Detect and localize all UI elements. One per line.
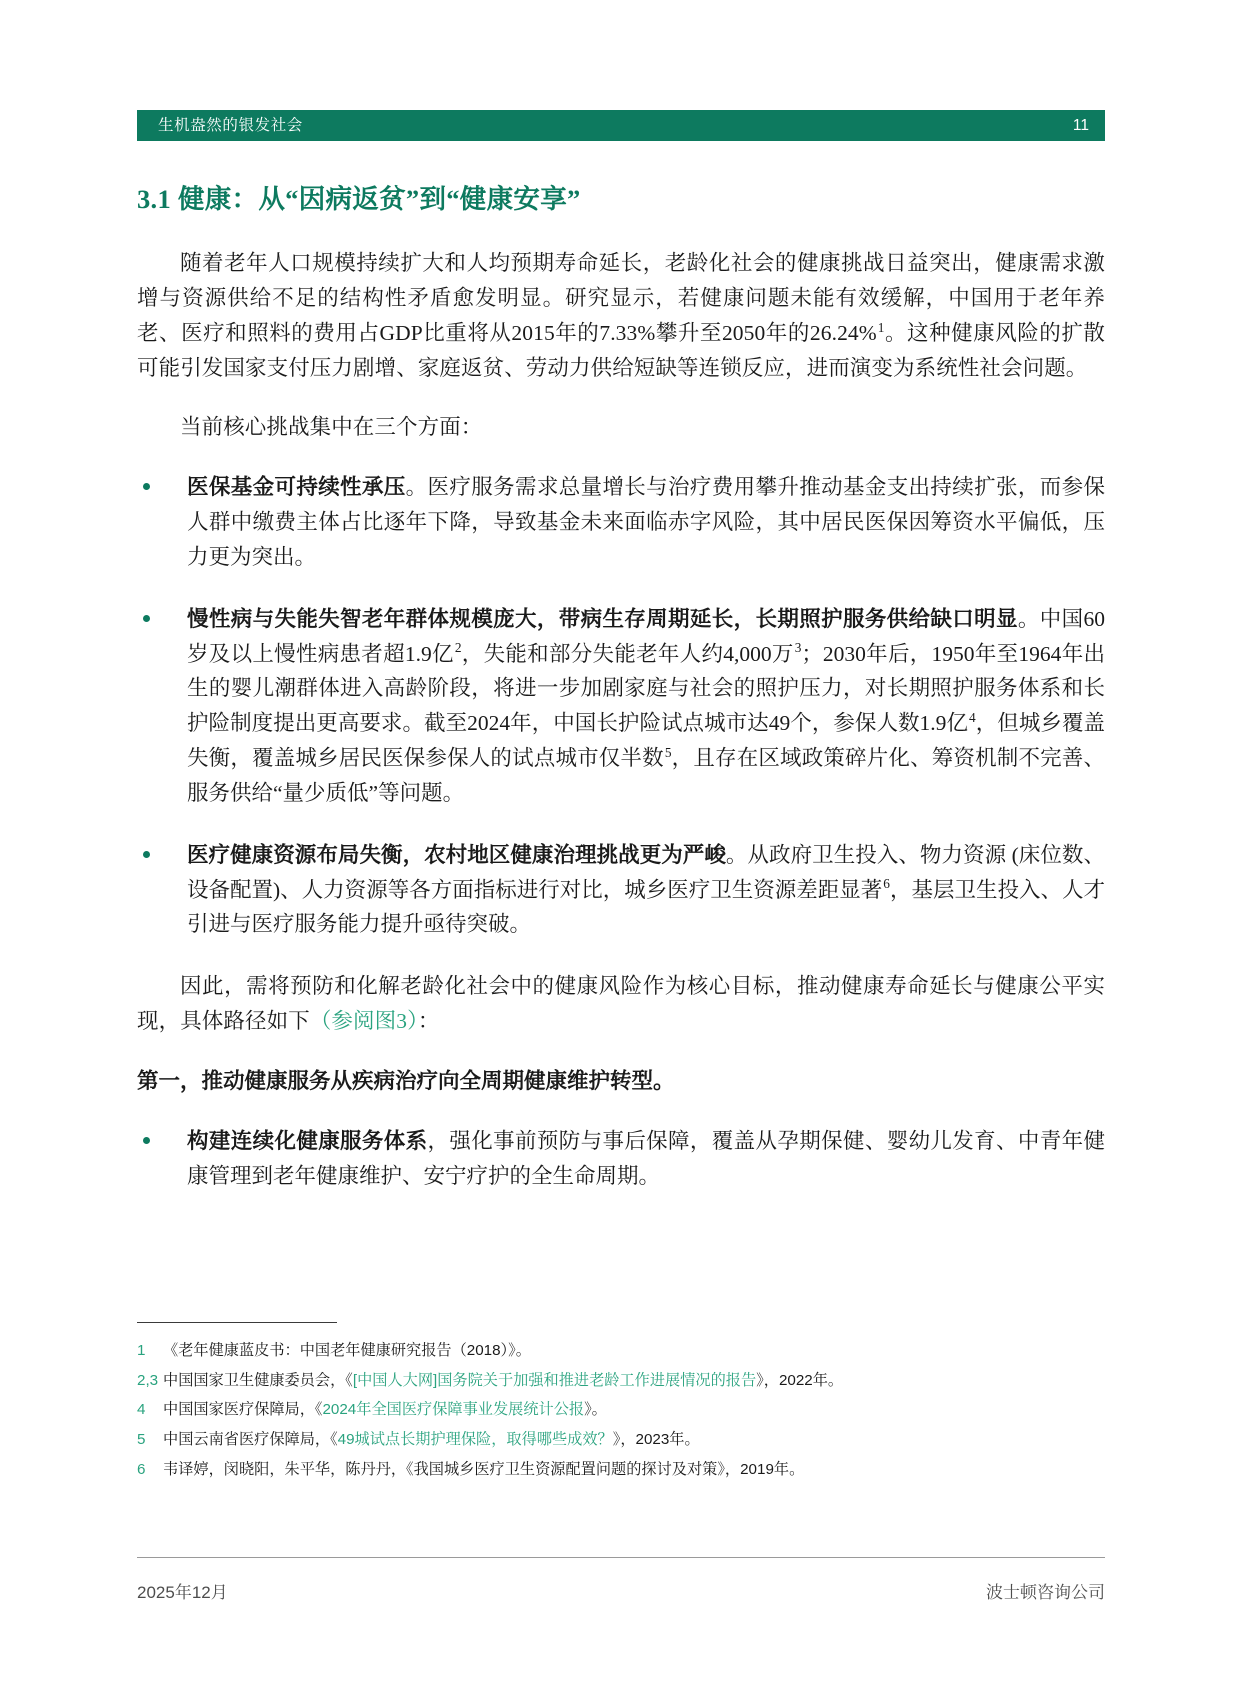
footnote-4-link[interactable]: 49城试点长期护理保险，取得哪些成效？	[337, 1430, 613, 1448]
challenge-1-lead: 医保基金可持续性承压	[187, 475, 406, 500]
footnote-row-5	[137, 1455, 1105, 1485]
page-content	[137, 183, 1105, 1220]
footnote-ref-5[interactable]: 5	[664, 744, 672, 760]
footnote-divider	[137, 1322, 337, 1323]
footnote-2-pre: 中国国家卫生健康委员会，《	[163, 1371, 353, 1389]
footnote-ref-1[interactable]: 1	[877, 319, 885, 335]
footnote-number-3: 4	[137, 1401, 146, 1419]
footnote-text-3	[163, 1395, 1105, 1425]
footnote-row-1	[137, 1336, 1105, 1366]
footnote-number-4: 5	[137, 1430, 146, 1448]
first-path-bullet-1-lead: 构建连续化健康服务体系	[187, 1128, 428, 1153]
challenge-2-body-e: ，且存在区域政策碎片化、筹资机制不完善、服务供给“量少质低”等问题。	[187, 746, 1105, 805]
footnote-ref-6[interactable]: 6	[883, 876, 890, 892]
intro-text-part2: 。这种健康风险的扩散可能引发国家支付压力剧增、家庭返贫、劳动力供给短缺等连锁反应，进而演变为系统性社会问题。	[137, 320, 1105, 380]
footnote-ref-4[interactable]: 4	[969, 710, 976, 726]
challenge-2-lead: 慢性病与失能失智老年群体规模庞大，带病生存周期延长，长期照护服务供给缺口明显	[187, 606, 1018, 631]
footer-company: 波士顿咨询公司	[986, 1583, 1105, 1602]
footnote-3-pre: 中国国家医疗保障局，《	[163, 1401, 323, 1419]
footer-divider	[137, 1557, 1105, 1558]
challenge-2-body-c: ；2030年后，1950年至1964年出生的婴儿潮群体进入高龄阶段，将进一步加剧家庭与社会的照护压力，对长期照护服务体系和长护险制度提出更高要求。截至2024年，中国长护险试点城市达49个，参保人数1.9亿	[187, 641, 1105, 736]
challenge-3-lead: 医疗健康资源布局失衡，农村地区健康治理挑战更为严峻	[187, 842, 726, 867]
footnote-2-post: 》，2022年。	[756, 1371, 844, 1389]
challenge-3-body-b: ，基层卫生投入、人才引进与医疗服务能力提升亟待突破。	[187, 877, 1105, 937]
footnote-text-2	[163, 1366, 1105, 1396]
conclusion-part1: 因此，需将预防和化解老龄化社会中的健康风险作为核心目标，推动健康寿命延长与健康公平实现，具体路径如下	[137, 974, 1105, 1034]
footnote-number-2: 2,3	[137, 1371, 159, 1389]
footnote-row-4	[137, 1425, 1105, 1455]
footnotes-section	[137, 1322, 1105, 1484]
challenges-list	[137, 470, 1105, 942]
first-path-bullet-1-body: ，强化事前预防与事后保障，覆盖从孕期保健、婴幼儿发育、中青年健康管理到老年健康维护、安宁疗护的全生命周期。	[187, 1128, 1105, 1188]
challenge-item-1	[137, 470, 1105, 574]
challenge-1-body: 。医疗服务需求总量增长与治疗费用攀升推动基金支出持续扩张，而参保人群中缴费主体占比逐年下降，导致基金未来面临赤字风险，其中居民医保因筹资水平偏低，压力更为突出。	[187, 475, 1105, 569]
header-title: 生机盎然的银发社会	[158, 116, 303, 134]
footnote-text-1	[163, 1336, 1105, 1366]
conclusion-paragraph	[137, 969, 1105, 1039]
first-path-bullet-1	[137, 1124, 1105, 1194]
footnote-5-pre: 韦译婷，闵晓阳，朱平华，陈丹丹，《我国城乡医疗卫生资源配置问题的探讨及对策》，2019年。	[163, 1460, 805, 1478]
footnote-3-link[interactable]: 2024年全国医疗保障事业发展统计公报	[322, 1401, 585, 1419]
intro-text-part1: 随着老年人口规模持续扩大和人均预期寿命延长，老龄化社会的健康挑战日益突出，健康需求激增与资源供给不足的结构性矛盾愈发明显。研究显示，若健康问题未能有效缓解，中国用于老年养老、医疗和照料的费用占GDP比重将从2015年的7.33%攀升至2050年的26.24%	[137, 251, 1105, 345]
footnote-3-post: 》。	[584, 1401, 607, 1419]
challenge-2-body-a: 。中国60岁及以上慢性病患者超1.9亿	[187, 606, 1105, 666]
challenge-item-2	[137, 602, 1105, 811]
footer-date: 2025年12月	[137, 1583, 228, 1602]
footnote-number-1: 1	[137, 1342, 146, 1359]
footnote-text-4	[163, 1425, 1105, 1455]
footnote-2-link[interactable]: [中国人大网]国务院关于加强和推进老龄工作进展情况的报告	[352, 1371, 757, 1389]
first-path-heading: 第一，推动健康服务从疾病治疗向全周期健康维护转型。	[137, 1068, 675, 1093]
footnote-ref-3[interactable]: 3	[794, 640, 802, 656]
section-heading: 3.1 健康：从“因病返贫”到“健康安享”	[137, 184, 581, 214]
running-header	[137, 110, 1105, 141]
figure-3-reference-link[interactable]: （参阅图3）	[309, 1009, 418, 1034]
challenge-item-3	[137, 838, 1105, 942]
first-path-list	[137, 1124, 1105, 1194]
footnote-ref-2[interactable]: 2	[454, 640, 462, 656]
footnote-row-2	[137, 1366, 1105, 1396]
challenge-2-body-b: ，失能和部分失能老年人约4,000万	[461, 641, 794, 666]
footnote-number-5: 6	[137, 1460, 146, 1478]
challenges-lead-in: 当前核心挑战集中在三个方面：	[180, 415, 483, 440]
challenge-3-body-a: 。从政府卫生投入、物力资源 (床位数、设备配置)、人力资源等各方面指标进行对比，城乡医疗卫生资源差距显著	[187, 842, 1105, 902]
intro-paragraph	[137, 246, 1105, 385]
challenge-2-body-d: ，但城乡覆盖失衡，覆盖城乡居民医保参保人的试点城市仅半数	[187, 711, 1105, 771]
footnote-text-5	[163, 1455, 1105, 1485]
page-number: 11	[1072, 116, 1089, 134]
page-footer	[137, 1578, 1105, 1603]
conclusion-part2: ：	[417, 1009, 440, 1034]
footnote-4-pre: 中国云南省医疗保障局，《	[163, 1430, 338, 1448]
footnote-1-pre: 《老年健康蓝皮书：中国老年健康研究报告（2018）》。	[163, 1342, 531, 1359]
footnote-4-post: 》，2023年。	[612, 1430, 700, 1448]
footnote-row-3	[137, 1395, 1105, 1425]
